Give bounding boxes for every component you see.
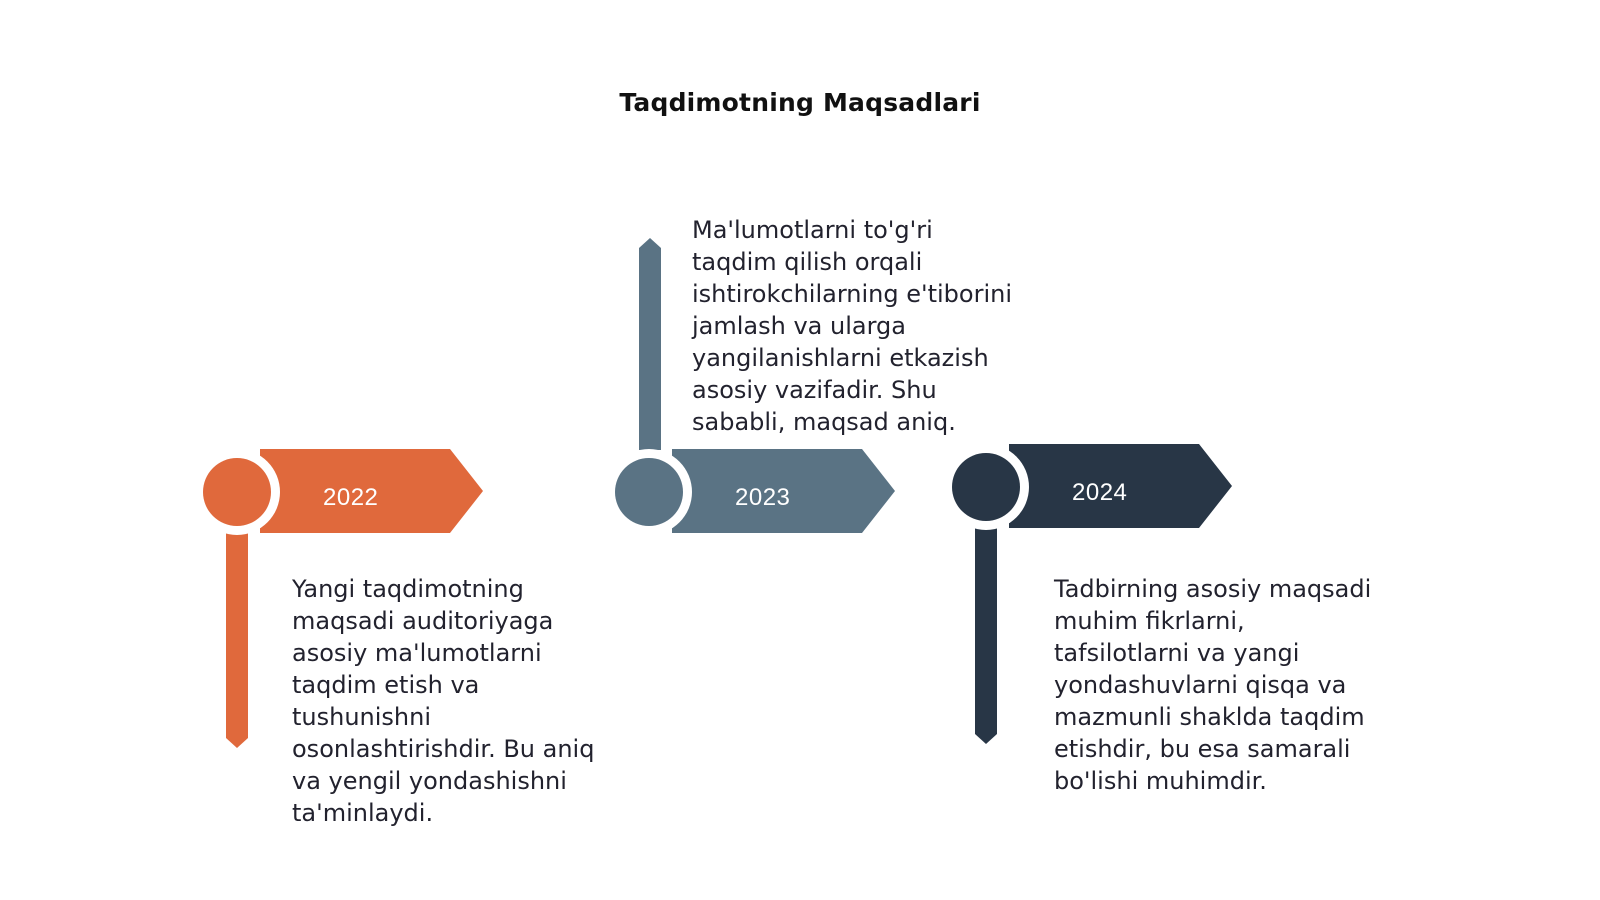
timeline-stem-2022: [226, 524, 248, 748]
year-label-2022: 2022: [323, 484, 379, 511]
milestone-text-2024: Tadbirning asosiy maqsadi muhim fikrlarni, tafsilotlarni va yangi yondashuvlarni qisqa va mazmunli shaklda taqdim etishdir, bu esa samarali bo'lishi muhimdir.: [1054, 575, 1372, 795]
timeline-stem-2024: [975, 520, 997, 744]
timeline-node-2022: [203, 458, 271, 526]
milestone-text-2023: Ma'lumotlarni to'g'ri taqdim qilish orqali ishtirokchilarning e'tiborini jamlash va ularga yangilanishlarni etkazish asosiy vazifadir. Shu sababli, maqsad aniq.: [692, 216, 1013, 436]
timeline-node-2023: [615, 458, 683, 526]
diagram-title: Taqdimotning Maqsadlari: [619, 88, 981, 117]
year-label-2023: 2023: [735, 484, 791, 511]
year-label-2024: 2024: [1072, 479, 1128, 506]
timeline-stem-2023: [639, 238, 661, 450]
timeline-node-2024: [952, 453, 1020, 521]
milestone-text-2022: Yangi taqdimotning maqsadi auditoriyaga asosiy ma'lumotlarni taqdim etish va tushunishni osonlashtirishdir. Bu aniq va yengil yondashishni ta'minlaydi.: [292, 575, 595, 827]
